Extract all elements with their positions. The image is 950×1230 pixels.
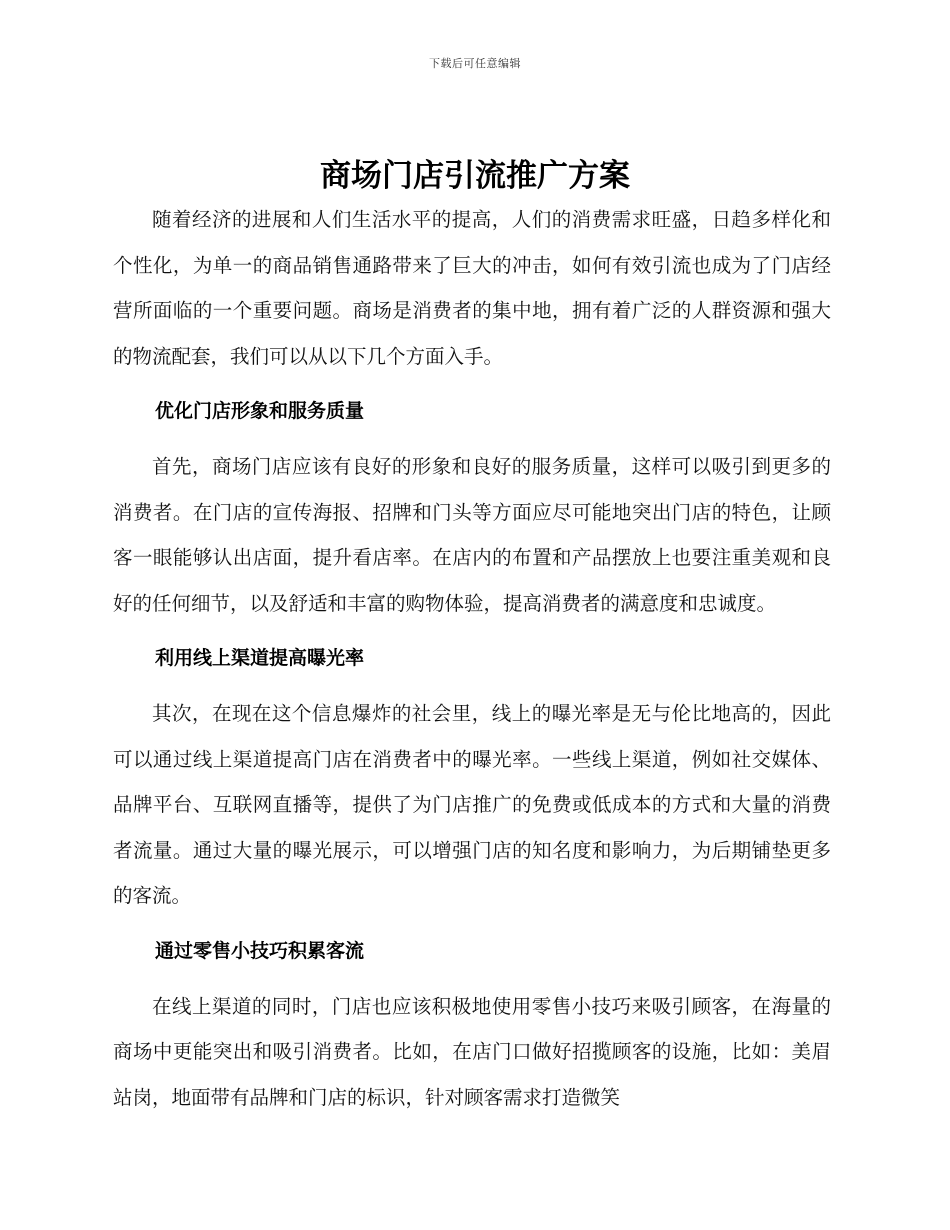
spacer xyxy=(113,379,831,389)
header-note: 下载后可任意编辑 xyxy=(429,57,521,70)
spacer xyxy=(113,681,831,691)
spacer xyxy=(113,434,831,444)
spacer xyxy=(113,974,831,984)
spacer xyxy=(113,919,831,929)
document-body xyxy=(113,197,831,1120)
section-heading-image-service: 优化门店形象和服务质量 xyxy=(155,400,365,422)
spacer xyxy=(113,626,831,636)
section-paragraph-retail-tips: 在线上渠道的同时，门店也应该积极地使用零售小技巧来吸引顾客，在海量的商场中更能突出和吸引消费者。比如，在店门口做好招揽顾客的设施，比如：美眉站岗，地面带有品牌和门店的标识，针对顾客需求打造微笑 xyxy=(113,994,831,1109)
intro-paragraph: 随着经济的进展和人们生活水平的提高，人们的消费需求旺盛，日趋多样化和个性化，为单一的商品销售通路带来了巨大的冲击，如何有效引流也成为了门店经营所面临的一个重要问题。商场是消费者的集中地，拥有着广泛的人群资源和强大的物流配套，我们可以从以下几个方面入手。 xyxy=(113,208,831,368)
section-paragraph-online-channels: 其次，在现在这个信息爆炸的社会里，线上的曝光率是无与伦比地高的，因此可以通过线上渠道提高门店在消费者中的曝光率。一些线上渠道，例如社交媒体、品牌平台、互联网直播等，提供了为门店推广的免费或低成本的方式和大量的消费者流量。通过大量的曝光展示，可以增强门店的知名度和影响力，为后期铺垫更多的客流。 xyxy=(113,702,831,907)
section-paragraph-image-service: 首先，商场门店应该有良好的形象和良好的服务质量，这样可以吸引到更多的消费者。在门店的宣传海报、招牌和门头等方面应尽可能地突出门店的特色，让顾客一眼能够认出店面，提升看店率。在店内的布置和产品摆放上也要注重美观和良好的任何细节，以及舒适和丰富的购物体验，提高消费者的满意度和忠诚度。 xyxy=(113,455,831,615)
document-title: 商场门店引流推广方案 xyxy=(320,158,630,194)
section-heading-retail-tips: 通过零售小技巧积累客流 xyxy=(155,939,365,962)
section-heading-online-channels: 利用线上渠道提高曝光率 xyxy=(155,647,365,669)
